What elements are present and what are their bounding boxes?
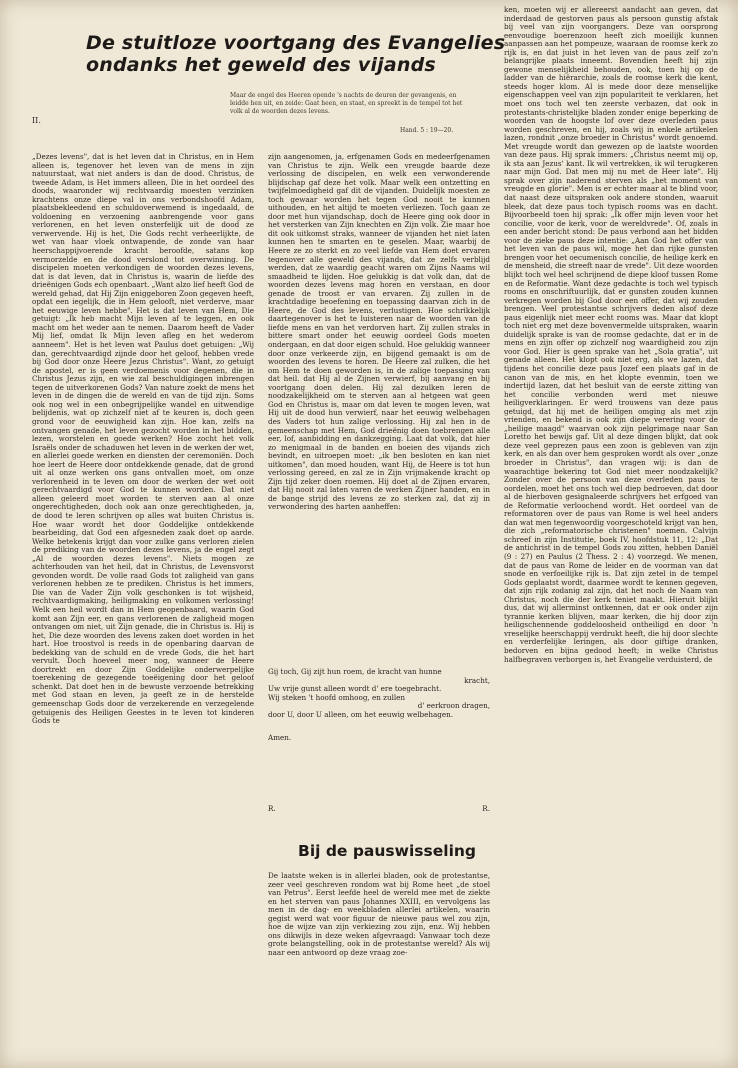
article2-title: Bij de pauswisseling (298, 842, 477, 860)
poem-line: Gij toch, Gij zijt hun roem, de kracht van hunne (268, 667, 442, 676)
article2-column-1 (268, 872, 490, 1060)
article-title (86, 32, 506, 76)
amen-line: Amen. (268, 732, 292, 742)
signature-line (268, 804, 490, 813)
section-number: II. (32, 116, 41, 125)
poem-line: d' eerkroon dragen, (417, 701, 490, 711)
article-column-2 (268, 153, 490, 603)
article-column-2-text: zijn aangenomen, ja, erfgenamen Gods en medeerfgenamen van Christus te zijn. Welk een vreugde baarde deze verlossing de discipelen, en welk een verwonderende blijdschap gaf deze het volk. Maar welk een ontzetting en twijfelmoedigheid gaf dit de vijanden. Duidelijk moesten ze toch gewaar worden het tegen God nooit te kunnen uithouden, en het altijd te moeten verliezen. Toch gaan ze door met hun vijandschap, doch de Heere ging ook door in het versterken van Zijn knechten en Zijn volk. Zie maar hoe dit ook uitkomst straks, wanneer de vijanden het niet laten kunnen hen te smarten en te geselen. Maar, waarbij de Heere ze zo sterkt en zo veel liefde van Hem doet ervaren tegenover alle geweld des vijands, dat ze zelfs verblijd werden, dat ze waardig geacht waren om Zijns Naams wil smaadheid te lijden. Hoe gelukkig is dat volk dan, dat de woorden dezes levens mag horen en verstaan, en door genade de troost er van ervaren. Zij zullen in de krachtdadige beoefening en toepassing daarvan zich in de Heere, de God des levens, verlustigen. Hoe schrikkelijk daartegenover is het te luisteren naar de woorden van de liefde mens en van het verdorven hart. Zij zullen straks in bittere smart onder het eeuwig oordeel Gods moeten ondergaan, en dat door eigen schuld. Hoe gelukkig wanneer door onze verkeerde zijn, en bijgend gemaakt is om de woorden des levens te horen. De Heere zal zulken, die het om Hem te doen geworden is, in de zalige toepassing van dat heil. dat Hij al de Zijnen verwierf, bij aanvang en bij voortgang doen delen. Hij zal dezulken leren de noodzakelijkheid om te sterven aan al hetgeen wat geen God en Christus is, maar om dat leven te mogen leven, wat Hij uit de dood hun verwierf, naar het eeuwig welbehagen des Vaders tot hun zalige verlossing. Hij zal hen in de gemeenschap met Hem, God drieënig doen toebrengen alle eer, lof, aanbidding en dankzegging. Laat dat volk, dat hier zo menigmaal in de banden en boeien des vijands zich bevindt, en uitroepen moet: „ik ben besloten en kan niet uitkomen", dan moed houden, want Hij, de Heere is tot hun verlossing gereed, en zal ze in Zijn vrijmakende kracht op Zijn tijd zeker doen roemen. Hij doet al de Zijnen ervaren, dat Hij nooit zal laten varen de werken Zijner handen, en in de bange strijd des levens ze zo sterken zal, dat zij in verwondering des harten aanheffen: (268, 153, 490, 512)
article-column-1-text: „Dezes levens", dat is het leven dat in Christus, en in Hem alleen is, tegenover het leven van de mens in zijn natuurstaat, wat niet anders is dan de dood. Christus, de tweede Adam, is Het immers alleen, Die in het oordeel des doods, waaronder wij rechtvaardig moesten verzinken krachtens onze diepe val in ons verbondshoofd Adam, plaatsbekleedend en schuldoverwemend is ingedaald, de voldoening en verzoening aanbrengende voor gans verlorenen, en het leven onsterfelijk uit de dood ze verwervende. Hij is het, Die Gods recht verheerlijkte, de wet van haar vloek ontwapende, de zonde van haar heerschappijvoerende kracht beroofde, satans kop vermorzelde en de dood verslond tot overwinning. De discipelen moeten verkondigen de woorden dezes levens, dat is dat leven, dat in Christus is, waarin de liefde des drieënigen Gods ech openbaart. „Want alzo lief heeft God de wereld gehad, dat Hij Zijn eniggeboren Zoon gegeven heeft, opdat een iegelijk, die in Hem gelooft, niet verderve, maar het eeuwige leven hebbe". Het is dat leven van Hem, Die getuigt: „Ik heb macht Mijn leven af te leggen, en ook macht om het weder aan te nemen. Daarom heeft de Vader Mij lief, omdat Ik Mijn leven afleg en het wederom aanneem". Het is het leven wat Paulus doet getuigen: „Wij dan, gerechtvaardigd zijnde door het geloof, hebben vrede bij God door onze Heere Jezus Christus". Want, zo getuigt de apostel, er is geen verdoemenis voor degenen, die in Christus Jezus zijn, en wie zal beschuldigingen inbrengen tegen de uitverkorenen Gods? Van nature zoekt de mens het leven in de dingen die de wereld en van de tijd zijn. Soms ook nog wel in een onbegrijpelijke wandel en uitwendige belijdenis, wat op zichzelf niet af te keuren is, doch geen grond voor de eeuwigheid kan zijn. Hoe kan, zelfs na ontvangen genade, het leven gezocht worden in het bidden, lezen, worstelen en goede werken? Hoe zocht het volk Israëls onder de schaduwen het leven in de werken der wet, en allerlei goede werken en diensten der ceremoniën. Doch hoe leert de Heere door ontdekkende genade, dat de grond uit al onze werken ons gans ontvallen moet, om onze verlorenheid in te leven om door de werken der wet ooit gerechtvaardigd voor God te kunnen worden. Dat niet alleen geleerd moet worden te sterven aan al onze ongerechtigheden, doch ook aan onze gerechtigheden, ja, de dood te leren schrijven op alles wat buiten Christus is. Hoe waar wordt het door Goddelijke ontdekkende bearbeiding, dat God een afgesneden zaak doet op aarde. Welke betekenis krijgt dan voor zulke gans verloren zielen de prediking van de woorden dezes levens, ja de engel zegt „Al de woorden dezes levens". Niets mogen ze achterhouden van het heil, dat in Christus, de Levensvorst gevonden wordt. De volle raad Gods tot zaligheid van gans verlorenen hebben ze te prediken. Christus is het immers, Die van de Vader Zijn volk geschonken is tot wijsheid, rechtvaardigmaking, heiligmaking en volkomen verlossing! Welk een heil wordt dan in Hem geopenbaard, waarin God komt aan Zijn eer, en gans verlorenen de zaligheid mogen ontvangen om niet, uit Zijn genade, die in Christus is. Hij is het, Die deze woorden des levens zaken doet worden in het hart. Hoe troostvol is reeds in de openbaring daarvan de bedekking van de schuld en de vrede Gods, die het hart vervult. Doch hoeveel meer nog, wanneer de Heere doortrekt en door Zijn Goddelijke onderwerpelijke toerekening de gezegende toeëigening door het geloof schenkt. Dat doet hen in de bewuste verzoende betrekking met God staan en leven, ja geeft ze in de herstelde gemeenschap Gods door de verzekerende en verzegelende getuigenis des Heiligen Geestes in te leven tot kinderen Gods te (32, 153, 254, 726)
article2-column-2-text: ken, moeten wij er allereerst aandacht aan geven, dat inderdaad de gestorven paus als persoon gunstig afstak bij veel van zijn voorgangers. Deze van oorsprong eenvoudige boerenzoon heeft zich moeilijk kunnen aanpassen aan het pompeuze, waaraan de roomse kerk zo rijk is, en dat juist in het leven van de paus zelf zo'n belangrijke plaats inneemt. Bovendien heeft hij zijn gewone menselijkheid behouden, ook, toen hij op de ladder van de hiërarchie, zoals de roomse kerk die kent, steeds hoger klom. Al is mede door deze menselijke eigenschappen veel van zijn populariteit te verklaren, het moet ons toch wel ten zeerste verbazen, dat ook in protestants-christelijke bladen zonder enige beperking de woorden van de hoogste lof over deze overleden paus worden geschreven, en hij, zoals wij in enkele artikelen lazen, rondnit „onze broeder in Christus" wordt genoemd. Met vreugde wordt dan gewezen op de laatste woorden van deze paus. Hij sprak immers: „Christus neemt mij op, ik sta aan Jezus' kant. Ik wil vertrekken, ik wil terugkeren naar mijn God. Dat men mij nu met de Heer late". Hij sprak over zijn naderend sterven als „het moment van vreugde en glorie". Men is er echter maar al te blind voor, dat naast deze uitspraken ook andere stonden, waaruit bleek, dat deze paus toch typisch rooms was en dacht. Bijvoorbeeld toen hij sprak: „Ik offer mijn leven voor het concilie, voor de kerk, voor de wereldvrede". Of, zoals in een ander bericht stond: De paus verbond aan het bidden voor de zieke paus deze intentie: „Aan God het offer van het leven van de paus wil, moge het dan rijke gunsten brengen voor het oecumenisch concilie, de heilige kerk en de mensheid, die streeft naar de vrede". Uit deze woorden blijkt toch wel heel schrijnend de diepe kloof tussen Rome en de Reformatie. Want deze gedachte is toch wel typisch rooms en onschriftuurlijk, dat er gunsten zouden kunnen verkregen worden bij God door een offer, dat wij zouden brengen. Veel protestantse schrijvers deden alsof deze paus eigenlijk niet meer echt rooms was. Maar dat klopt toch niet erg met deze bovenvermelde uitspraken, waarin duidelijk sprake is van de roomse gedachte, dat er in de mens en zijn offer op zichzelf nog waardigheid zou zijn voor God. Hier is geen sprake van het „Sola gratia", uit genade alleen. Het klopt ook niet erg, als we lazen, dat tijdens het concilie deze paus Jozef een plaats gaf in de canon van de mis, en het klopte evenmin, toen we indertijd lazen, dat het besluit van de eerste zitting van het concilie verbonden werd met nieuwe heiligverklaringen. Er werd trouwens van deze paus getuigd, dat hij met de heiligen omging als met zijn vrienden, en bekend is ook zijn diepe verering voor de „heilige maagd" waarvan ook zijn pelgrimage naar San Loretto het bewijs gaf. Uit al deze dingen blijkt, dat ook deze veel geprezen paus een zoon is gebleven van zijn kerk, en als dan over hem gesproken wordt als over „onze broeder in Christus", dan vragen wij: is dan de waarachtige bekering tot God niet meer noodzakelijk? Zonder over de persoon van deze overleden paus te oordelen, moet het ons toch wel diep bedroeven, dat door al de hierboven gesignaleerde schrijvers het erfgoed van de Reformatie verloochend wordt. Het oordeel van de reformatoren over de paus van Rome is wel heel anders dan wat men tegenwoordig voorgeschoteld krijgt van hen, die zich „reformatorische christenen" noemen. Calvijn schreef in zijn Institutie, boek IV, hoofdstuk 11, 12: „Dat de antichrist in de tempel Gods zou zitten, hebben Daniël (9 : 27) en Paulus (2 Thess. 2 : 4) voorzegd. We menen, dat de paus van Rome de leider en de voorman van dat snode en verfoeilijke rijk is. Dat zijn zetel in de tempel Gods geplaatst wordt, daarmee wordt te kennen gegeven, dat zijn rijk zodanig zal zijn, dat het noch de Naam van Christus, noch die der kerk teniet maakt. Hieruit blijkt dus, dat wij allerminst ontkennen, dat er ook onder zijn tyrannie kerken blijven, maar kerken, die hij door zijn heiligschennende goddeloosheid ontheiligd en door 'n vreselijke heerschappij verdrukt heeft, die hij door slechte en verderfelijke leringen, als door giftige dranken, bedorven en bijna gedood heeft; in welke Christus halfbegraven verborgen is, het Evangelie verduisterd, de (504, 6, 718, 664)
poem-line: door U, door U alleen, om het eeuwig welbehagen. (268, 709, 454, 719)
article2-column-1-text: De laatste weken is in allerlei bladen, ook de protestantse, zeer veel geschreven rondom wat bij Rome heet „de stoel van Petrus". Eerst leefde heel de wereld mee met de ziekte en het sterven van paus Johannes XXIII, en vervolgens las men in de dag- en weekbladen allerlei artikelen, waarin gegist werd wat voor figuur de nieuwe paus wel zou zijn, hoe de wijze van zijn verkiezing zou zijn, enz. Wij hebben ons dikwijls in deze weken afgevraagd: Vanwaar toch deze grote belangstelling, ook in de protestantse wereld? Als wij naar een antwoord op deze vraag zoe- (268, 872, 490, 957)
scripture-reference: Hand. 5 : 19—20. (400, 127, 454, 134)
poem-line: Wij steken 't hoofd omhoog, en zullen (268, 692, 406, 702)
article-column-1 (32, 153, 254, 1058)
poem-line: Uw vrije gunst alleen wordt d' ere toegebracht. (268, 684, 442, 694)
poem-verse (268, 668, 490, 742)
poem-line: kracht, (464, 675, 490, 685)
signature-right: R. (482, 804, 490, 813)
article2-column-2 (504, 6, 718, 1058)
article-title-line1: De stuitloze voortgang des Evangelies (86, 32, 506, 54)
article-title-line2: ondanks het geweld des vijands (86, 54, 436, 76)
scripture-motto: Maar de engel des Heeren opende 's nachts de deuren der gevangenis, en leidde hen uit, en zeide: Gaat heen, en staat, en spreekt in de tempel tot het volk al de woorden dezes levens. (230, 92, 463, 115)
signature-left: R. (268, 804, 276, 813)
